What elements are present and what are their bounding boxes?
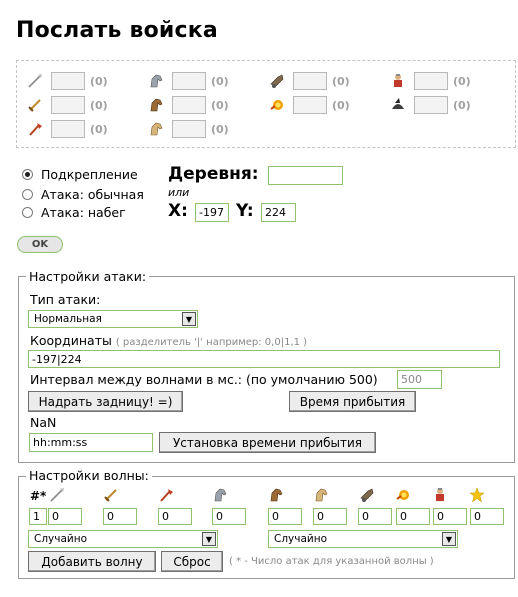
spear-icon <box>49 487 65 503</box>
unit-sword-count[interactable]: (0) <box>90 98 108 112</box>
wave-light-cavalry-input[interactable]: 0 <box>212 508 246 525</box>
wave-nobleman-input[interactable]: 0 <box>470 508 504 525</box>
unit-spear-count[interactable]: (0) <box>90 74 108 88</box>
unit-axe <box>27 119 108 139</box>
y-label: Y: <box>236 201 254 221</box>
nobleman-icon[interactable] <box>390 97 406 113</box>
axe-icon[interactable] <box>27 121 43 137</box>
wave-select-2-value: Случайно <box>274 533 328 545</box>
star-icon <box>469 487 485 503</box>
chevron-down-icon[interactable]: ▼ <box>442 532 456 546</box>
radio-support[interactable] <box>22 167 138 182</box>
ram-icon[interactable] <box>269 73 285 89</box>
wave-note: ( * - Число атак для указанной волны ) <box>229 556 434 567</box>
wave-count-input[interactable]: 1 <box>29 508 47 525</box>
unit-spear-input[interactable] <box>51 72 85 90</box>
unit-spear <box>27 71 108 91</box>
unit-ram <box>269 71 350 91</box>
wave-select-1[interactable] <box>28 530 218 548</box>
catapult-icon[interactable] <box>269 97 285 113</box>
kick-button[interactable]: Надрать задницу! =) <box>28 391 183 412</box>
light-cavalry-icon <box>212 487 228 503</box>
unit-ram-count[interactable]: (0) <box>332 74 350 88</box>
unit-nobleman-count[interactable]: (0) <box>453 98 471 112</box>
knight-icon <box>432 487 448 503</box>
attack-type-value: Нормальная <box>34 313 102 325</box>
unit-mounted-archer-count[interactable]: (0) <box>211 98 229 112</box>
wave-catapult-input[interactable]: 0 <box>396 508 430 525</box>
unit-knight-count[interactable]: (0) <box>453 74 471 88</box>
unit-axe-input[interactable] <box>51 120 85 138</box>
village-label: Деревня: <box>168 164 259 184</box>
chevron-down-icon[interactable]: ▼ <box>202 532 216 546</box>
coords-hint: ( разделитель '|' например: 0,0|1,1 ) <box>115 337 308 348</box>
unit-knight-input[interactable] <box>414 72 448 90</box>
y-coordinate-input[interactable] <box>261 203 296 222</box>
x-label: X: <box>168 201 188 221</box>
wave-knight-input[interactable]: 0 <box>433 508 467 525</box>
radio-attack-normal-button[interactable] <box>22 189 33 200</box>
time-input[interactable] <box>29 433 153 452</box>
heavy-cavalry-icon[interactable] <box>148 121 164 137</box>
unit-nobleman-input[interactable] <box>414 96 448 114</box>
radio-attack-raid[interactable] <box>22 205 126 220</box>
hash-label: #* <box>30 489 47 503</box>
unit-sword-input[interactable] <box>51 96 85 114</box>
wave-mounted-archer-input[interactable]: 0 <box>268 508 302 525</box>
radio-attack-normal[interactable] <box>22 187 144 202</box>
unit-light-cavalry <box>148 71 229 91</box>
coords-input[interactable] <box>28 350 500 368</box>
coords-label-row <box>30 333 307 348</box>
wave-select-2[interactable] <box>268 530 458 548</box>
wave-settings-legend: Настройки волны: <box>26 468 152 483</box>
set-arrival-time-button[interactable]: Установка времени прибытия <box>159 432 376 453</box>
unit-heavy-cavalry <box>148 119 229 139</box>
heavy-cavalry-icon <box>313 487 329 503</box>
knight-icon[interactable] <box>390 73 406 89</box>
ram-icon <box>359 487 375 503</box>
unit-catapult-count[interactable]: (0) <box>332 98 350 112</box>
sword-icon <box>103 487 119 503</box>
unit-knight <box>390 71 471 91</box>
page-title: Послать войска <box>16 18 218 43</box>
wave-spear-input[interactable]: 0 <box>48 508 82 525</box>
arrival-time-button[interactable]: Время прибытия <box>289 391 416 412</box>
catapult-icon <box>395 487 411 503</box>
coords-label: Координаты <box>30 333 112 348</box>
ok-button[interactable]: OK <box>17 236 63 253</box>
mounted-archer-icon[interactable] <box>148 97 164 113</box>
unit-mounted-archer-input[interactable] <box>172 96 206 114</box>
radio-attack-raid-button[interactable] <box>22 207 33 218</box>
attack-settings-legend: Настройки атаки: <box>26 269 149 284</box>
radio-attack-raid-label: Атака: набег <box>41 205 126 220</box>
interval-label: Интервал между волнами в мс.: (по умолчанию 500) <box>30 372 378 387</box>
units-box <box>16 60 516 148</box>
wave-heavy-cavalry-input[interactable]: 0 <box>313 508 347 525</box>
sword-icon[interactable] <box>27 97 43 113</box>
attack-type-label: Тип атаки: <box>30 292 101 307</box>
nan-text: NaN <box>30 415 57 430</box>
chevron-down-icon[interactable]: ▼ <box>182 312 196 326</box>
axe-icon <box>158 487 174 503</box>
unit-nobleman <box>390 95 471 115</box>
reset-button[interactable]: Сброс <box>161 551 223 572</box>
wave-sword-input[interactable]: 0 <box>103 508 137 525</box>
spear-icon[interactable] <box>27 73 43 89</box>
unit-heavy-cavalry-input[interactable] <box>172 120 206 138</box>
mounted-archer-icon <box>268 487 284 503</box>
wave-ram-input[interactable]: 0 <box>358 508 392 525</box>
village-input[interactable] <box>268 166 343 185</box>
or-label: или <box>168 186 190 199</box>
unit-ram-input[interactable] <box>293 72 327 90</box>
radio-attack-normal-label: Атака: обычная <box>41 187 144 202</box>
unit-mounted-archer <box>148 95 229 115</box>
light-cavalry-icon[interactable] <box>148 73 164 89</box>
wave-axe-input[interactable]: 0 <box>158 508 192 525</box>
unit-sword <box>27 95 108 115</box>
x-coordinate-input[interactable] <box>195 203 229 222</box>
radio-support-button[interactable] <box>22 169 33 180</box>
unit-light-cavalry-count[interactable]: (0) <box>211 74 229 88</box>
radio-support-label: Подкрепление <box>41 167 138 182</box>
unit-light-cavalry-input[interactable] <box>172 72 206 90</box>
wave-select-1-value: Случайно <box>34 533 88 545</box>
add-wave-button[interactable]: Добавить волну <box>28 551 156 572</box>
unit-catapult <box>269 95 350 115</box>
attack-type-select[interactable] <box>28 310 198 328</box>
unit-heavy-cavalry-count[interactable]: (0) <box>211 122 229 136</box>
interval-input[interactable] <box>397 370 442 389</box>
unit-catapult-input[interactable] <box>293 96 327 114</box>
unit-axe-count[interactable]: (0) <box>90 122 108 136</box>
